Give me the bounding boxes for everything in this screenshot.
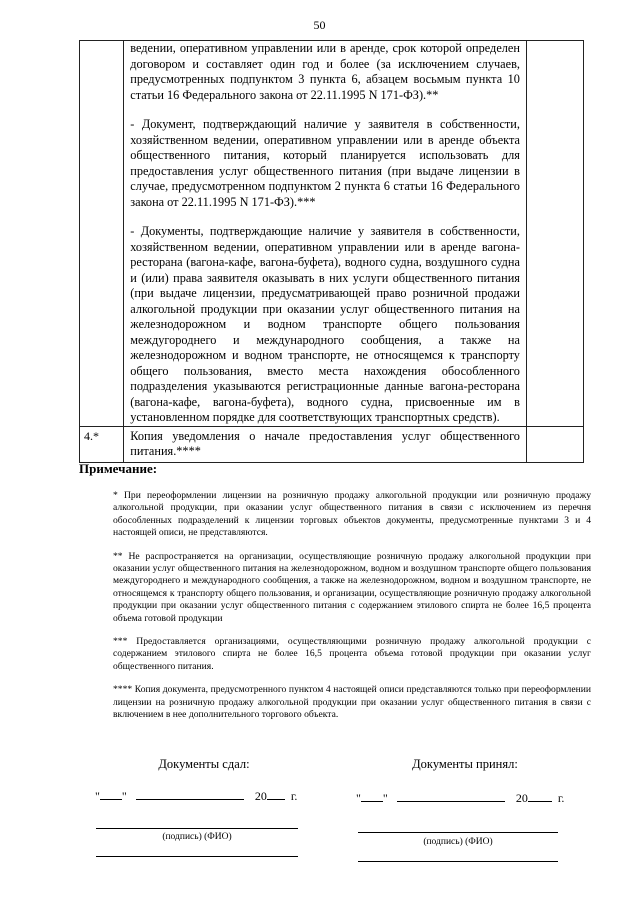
- row-4-mark-cell: [526, 426, 583, 462]
- quote-close: ": [121, 789, 127, 803]
- row-mark-cell: [526, 41, 583, 427]
- continuation-paragraph-3: - Документы, подтверждающие наличие у заявителя в собственности, хозяйственном ведении, оперативном управлении или в аренде вагона-ресторана (вагона-кафе, вагона-буфета), водного судна, воздушного судна и (или) права заявителя оказывать в них услуги общественного питания (при выдаче лицензии, предусматривающей право розничной продажи алкогольной продукции при оказании услуг общественного питания на железнодорожном и водном транспорте общего пользования междугороднего и международного сообщения, а также на железнодорожном и водном транспорте, не относящемся к транспорту общего пользования, вместо места нахождения обособленного подразделения указываются регистрационные данные вагона-ресторана (вагона-кафе, вагона-буфета), водного судна, присвоенные им в установленном порядке для соответствующих транспортных средств).: [130, 224, 520, 424]
- row-4-number: 4.*: [80, 426, 124, 462]
- note-2: ** Не распространяется на организации, осуществляющие розничную продажу алкогольной продукции при оказании услуг общественного питания на железнодорожном, водном и воздушном транспорте общего пользования междугороднего и международного сообщения, а также на железнодорожном, водном и воздушном транспорте, не относящемся к транспорту общего пользования, и организации, осуществляющие розничную продажу алкогольной продукции при оказании услуг общественного питания с содержанием этилового спирта не более 16,5 процента объема готовой продукции: [113, 550, 591, 624]
- month-field[interactable]: [136, 789, 244, 800]
- year-suffix: г.: [290, 789, 298, 803]
- year-field[interactable]: [528, 791, 552, 802]
- year-field[interactable]: [267, 789, 285, 800]
- submitted-block: [89, 757, 309, 772]
- page-number: 50: [313, 18, 326, 32]
- day-field[interactable]: [361, 791, 383, 802]
- continuation-paragraph-1: ведении, оперативном управлении или в аренде, срок которой определен договором и составляет один год и более (за исключением случаев, предусмотренных подпунктом 3 пункта 6, абзацем восьмым пункта 10 статьи 16 Федерального закона от 22.11.1995 N 171-ФЗ).**: [130, 41, 520, 102]
- year-suffix: г.: [557, 791, 565, 805]
- inventory-table: [79, 40, 584, 463]
- year-prefix: 20: [515, 791, 528, 805]
- row-text-cell: [124, 41, 527, 427]
- quote-open: ": [95, 789, 100, 803]
- name-line[interactable]: [358, 861, 558, 862]
- submitted-label: Документы сдал:: [158, 757, 250, 771]
- signature-line[interactable]: [358, 832, 558, 833]
- year-prefix: 20: [254, 789, 267, 803]
- received-label: Документы принял:: [412, 757, 518, 771]
- notes-title: Примечание:: [79, 461, 158, 476]
- note-4: **** Копия документа, предусмотренного пунктом 4 настоящей описи представляются только при переоформлении лицензии на розничную продажу алкогольной продукции при оказании услуг общественного питания в связи с включением в нее дополнительного торгового объекта.: [113, 684, 591, 721]
- quote-close: ": [382, 791, 388, 805]
- name-line[interactable]: [96, 856, 298, 857]
- notes-list: [113, 490, 591, 733]
- submitted-date-row: [95, 789, 297, 804]
- day-field[interactable]: [100, 789, 122, 800]
- received-date-row: [356, 791, 564, 806]
- month-field[interactable]: [397, 791, 505, 802]
- signature-line[interactable]: [96, 828, 298, 829]
- table-row: [80, 41, 584, 427]
- row-4-text: Копия уведомления о начале предоставления услуг общественного питания.****: [124, 426, 527, 462]
- sign-caption: (подпись) (ФИО): [423, 837, 493, 847]
- row-number-cell: [80, 41, 124, 427]
- received-block: [350, 757, 570, 772]
- sign-caption: (подпись) (ФИО): [162, 832, 232, 842]
- quote-open: ": [356, 791, 361, 805]
- continuation-paragraph-2: - Документ, подтверждающий наличие у заявителя в собственности, хозяйственном ведении, оперативном управлении или в аренде объекта общественного питания, который планируется использовать для предоставления услуг общественного питания (при выдаче лицензии в случае, предусмотренном подпунктом 2 пункта 6 статьи 16 Федерального закона от 22.11.1995 N 171-ФЗ).***: [130, 117, 520, 209]
- table-row: [80, 426, 584, 462]
- note-1: * При переоформлении лицензии на розничную продажу алкогольной продукции или розничную продажу алкогольной продукции, при оказании услуг общественного питания в связи с исключением из перечня обособленных подразделений к лицензии торговых объектов документы, предусмотренные пунктами 3 и 4 настоящей описи, не представляются.: [113, 490, 591, 539]
- note-3: *** Предоставляется организациями, осуществляющими розничную продажу алкогольной продукции с содержанием этилового спирта не более 16,5 процента объема готовой продукции при оказании услуг общественного питания.: [113, 636, 591, 672]
